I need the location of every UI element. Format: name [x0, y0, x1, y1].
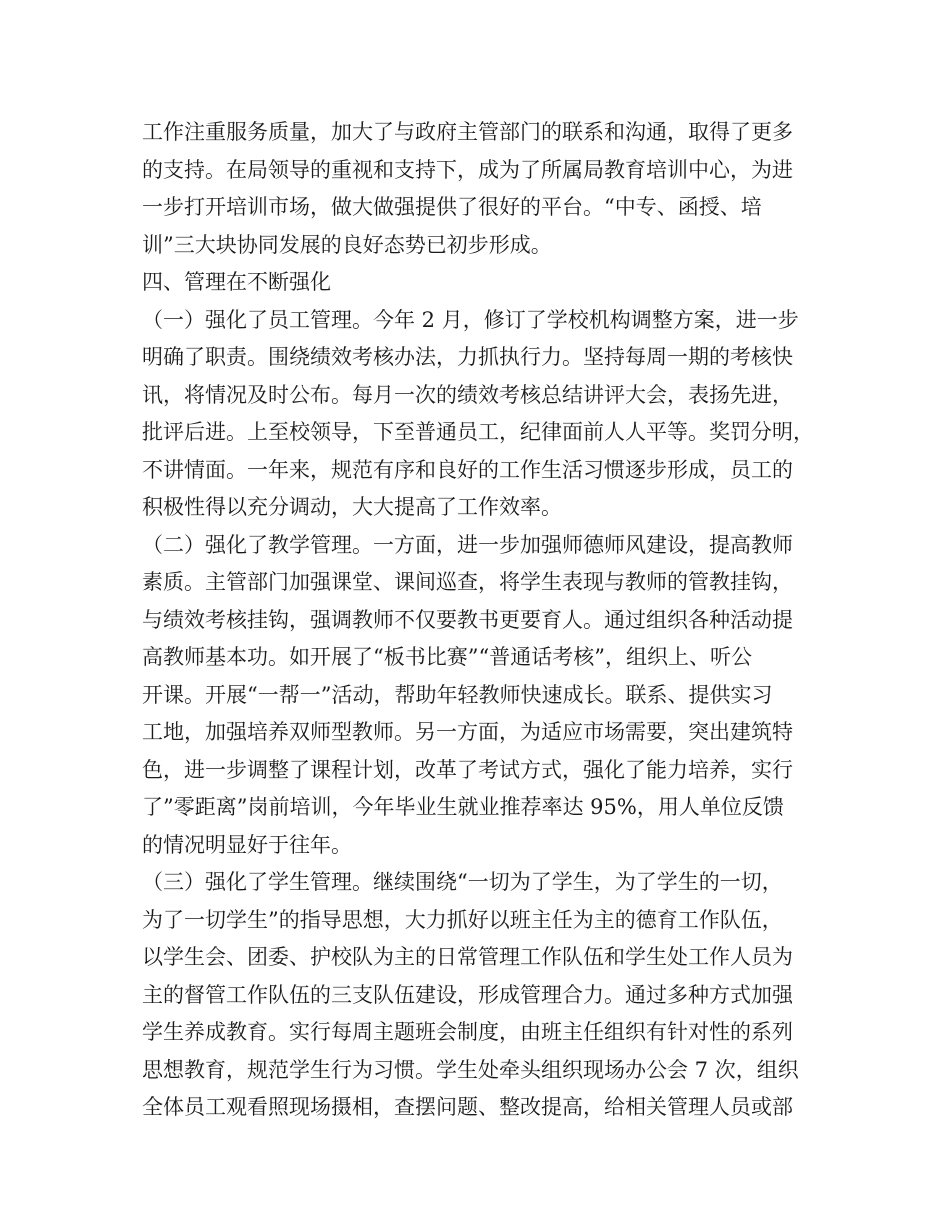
text-line: 批评后进。上至校领导，下至普通员工，纪律面前人人平等。奖罚分明， — [142, 420, 814, 444]
text-line: 素质。主管部门加强课堂、课间巡查，将学生表现与教师的管教挂钩， — [142, 570, 793, 594]
text-line: 思想教育，规范学生行为习惯。学生处牵头组织现场办公会 7 次，组织 — [142, 1057, 799, 1082]
text-line: 训”三大块协同发展的良好态势已初步形成。 — [142, 232, 552, 257]
body-text — [142, 114, 814, 1127]
text-line: 学生养成教育。实行每周主题班会制度，由班主任组织有针对性的系列 — [142, 1020, 793, 1044]
text-line: 讯，将情况及时公布。每月一次的绩效考核总结讲评大会，表扬先进， — [142, 382, 793, 407]
text-line: 与绩效考核挂钩，强调教师不仅要教书更要育人。通过组织各种活动提 — [142, 607, 793, 632]
text-line: 积极性得以充分调动，大大提高了工作效率。 — [142, 495, 562, 519]
text-line: 全体员工观看照现场摄相，查摆问题、整改提高，给相关管理人员或部 — [142, 1095, 793, 1119]
text-line: 开课。开展“一帮一”活动，帮助年轻教师快速成长。联系、提供实习 — [142, 682, 773, 707]
text-line: （二）强化了教学管理。一方面，进一步加强师德师风建设，提高教师 — [142, 532, 793, 557]
section-heading: 四、管理在不断强化 — [142, 270, 331, 294]
text-line: 工地，加强培养双师型教师。另一方面，为适应市场需要，突出建筑特 — [142, 720, 793, 744]
text-line: 了”零距离”岗前培训，今年毕业生就业推荐率达 95%，用人单位反馈 — [142, 795, 784, 819]
text-line: 不讲情面。一年来，规范有序和良好的工作生活习惯逐步形成，员工的 — [142, 457, 793, 482]
text-line: 一步打开培训市场，做大做强提供了很好的平台。“中专、函授、培 — [142, 195, 762, 219]
text-line: 以学生会、团委、护校队为主的日常管理工作队伍和学生处工作人员为 — [142, 945, 793, 969]
text-line: 高教师基本功。如开展了“板书比赛”“普通话考核”，组织上、听公 — [142, 645, 752, 669]
text-line: 为了一切学生”的指导思想，大力抓好以班主任为主的德育工作队伍， — [142, 907, 783, 932]
text-line: 的支持。在局领导的重视和支持下，成为了所属局教育培训中心，为进 — [142, 157, 793, 182]
text-line: 的情况明显好于往年。 — [142, 832, 352, 857]
text-line: （三）强化了学生管理。继续围绕“一切为了学生，为了学生的一切， — [142, 870, 783, 894]
text-line: （一）强化了员工管理。今年 2 月，修订了学校机构调整方案，进一步 — [142, 307, 799, 332]
text-line: 明确了职责。围绕绩效考核办法，力抓执行力。坚持每周一期的考核快 — [142, 345, 793, 369]
text-line: 色，进一步调整了课程计划，改革了考试方式，强化了能力培养，实行 — [142, 757, 793, 782]
text-line: 主的督管工作队伍的三支队伍建设，形成管理合力。通过多种方式加强 — [142, 982, 793, 1007]
text-line: 工作注重服务质量，加大了与政府主管部门的联系和沟通，取得了更多 — [142, 120, 793, 144]
